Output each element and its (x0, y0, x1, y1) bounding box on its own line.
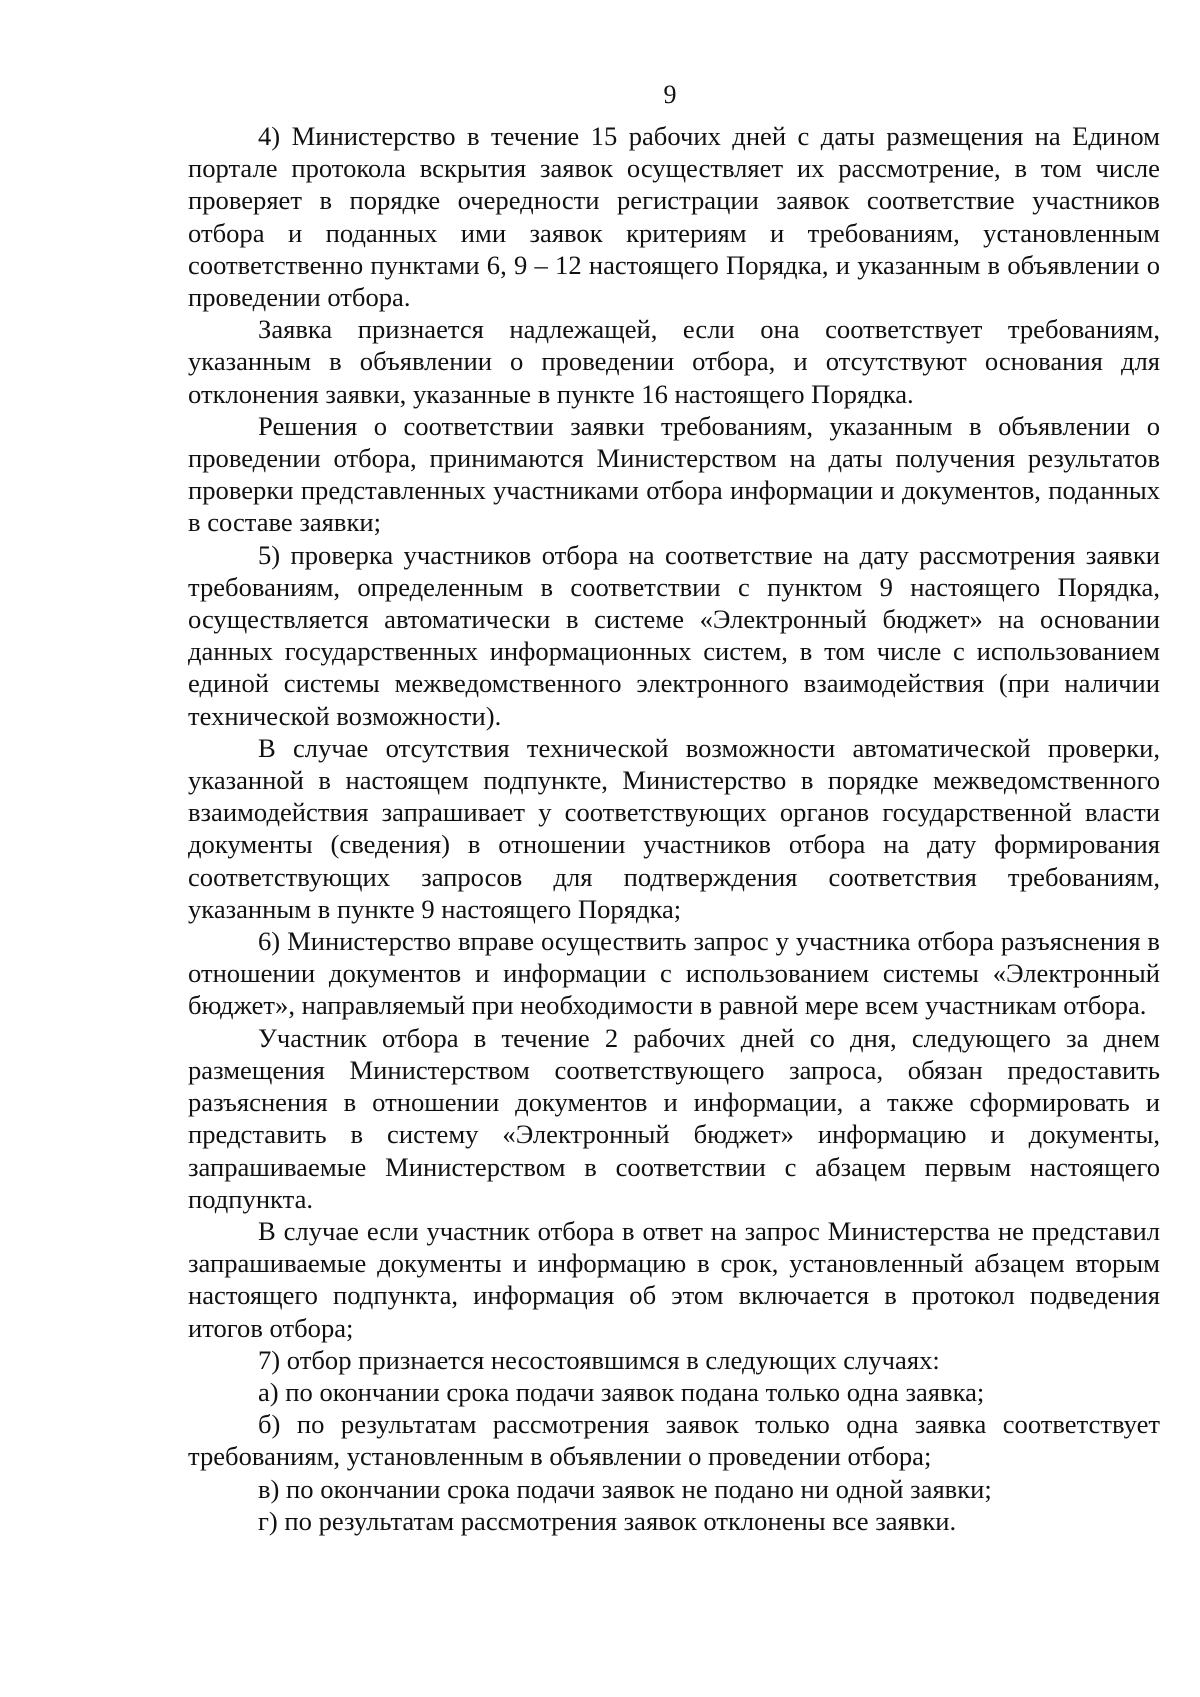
page-number: 9 (663, 80, 677, 109)
paragraph: В случае отсутствия технической возможности автоматической проверки, указанной в настоящем подпункте, Министерство в порядке межведомственного взаимодействия запрашивает у соответствующих органов государственной власти документы (сведения) в отношении участников отбора на дату формирования соответствующих запросов для подтверждения соответствия требованиям, указанным в пункте 9 настоящего Порядка; (188, 732, 1160, 924)
paragraph: 4) Министерство в течение 15 рабочих дней с даты размещения на Едином портале протокола вскрытия заявок осуществляет их рассмотрение, в том числе проверяет в порядке очередности регистрации заявок соответствие участников отбора и поданных ими заявок критериям и требованиям, установленным соответственно пунктами 6, 9 – 12 настоящего Порядка, и указанным в объявлении о проведении отбора. (188, 121, 1160, 313)
paragraph: В случае если участник отбора в ответ на запрос Министерства не представил запрашиваемые документы и информацию в срок, установленный абзацем вторым настоящего подпункта, информация об этом включается в протокол подведения итогов отбора; (188, 1215, 1160, 1343)
list-item: г) по результатам рассмотрения заявок отклонены все заявки. (258, 1505, 957, 1536)
list-item: а) по окончании срока подачи заявок подана только одна заявка; (258, 1376, 985, 1407)
document-body (188, 120, 1160, 1537)
paragraph: Заявка признается надлежащей, если она соответствует требованиям, указанным в объявлении о проведении отбора, и отсутствуют основания для отклонения заявки, указанные в пункте 16 настоящего Порядка. (188, 314, 1160, 409)
list-item: б) по результатам рассмотрения заявок только одна заявка соответствует требованиям, установленным в объявлении о проведении отбора; (188, 1409, 1160, 1472)
paragraph: Участник отбора в течение 2 рабочих дней со дня, следующего за днем размещения Министерством соответствующего запроса, обязан предоставить разъяснения в отношении документов и информации, а также сформировать и представить в систему «Электронный бюджет» информацию и документы, запрашиваемые Министерством в соответствии с абзацем первым настоящего подпункта. (188, 1022, 1160, 1214)
paragraph: 5) проверка участников отбора на соответствие на дату рассмотрения заявки требованиям, определенным в соответствии с пунктом 9 настоящего Порядка, осуществляется автоматически в системе «Электронный бюджет» на основании данных государственных информационных систем, в том числе с использованием единой системы межведомственного электронного взаимодействия (при наличии технической возможности). (188, 539, 1160, 731)
paragraph: 6) Министерство вправе осуществить запрос у участника отбора разъяснения в отношении документов и информации с использованием системы «Электронный бюджет», направляемый при необходимости в равной мере всем участникам отбора. (188, 926, 1160, 1021)
list-item: 7) отбор признается несостоявшимся в следующих случаях: (258, 1344, 940, 1375)
list-item: в) по окончании срока подачи заявок не подано ни одной заявки; (258, 1473, 992, 1504)
paragraph: Решения о соответствии заявки требованиям, указанным в объявлении о проведении отбора, принимаются Министерством на даты получения результатов проверки представленных участниками отбора информации и документов, поданных в составе заявки; (188, 410, 1160, 538)
